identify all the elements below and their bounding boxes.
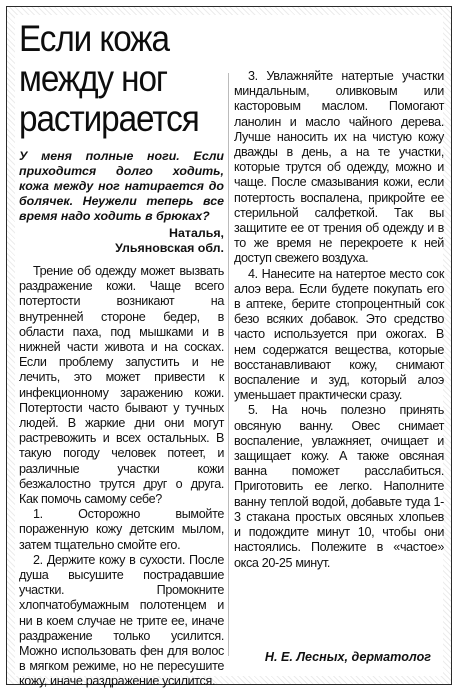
column-divider: [228, 73, 229, 656]
reader-region: Ульяновская обл.: [115, 241, 224, 255]
paragraph-tip-5: 5. На ночь полезно принять овсяную ванну. Овес снимает воспаление, увлажняет, очищает и защищает кожу. А также овсяная ванна поможет расслабиться. Приготовить ее легко. Наполните ванну теплой водой, добавьте туда 1-3 стакана простых овсяных хлопьев и подождите минут 10, чтобы они настоялись. Полежите в «частое» окса 20-25 минут.: [234, 403, 444, 570]
reader-signature: [19, 226, 224, 256]
paragraph-tip-2: 2. Держите кожу в сухости. После душа высушите пострадавшие участки. Промокните хлопчатобумажным полотенцем и ни в коем случае не трите ее, иначе раздражение только усилится. Можно использовать фен для волос в мягком режиме, но не пересушите кожу, иначе раздражение усилится.: [19, 552, 224, 689]
reader-question: У меня полные ноги. Если приходится долго ходить, кожа между ног натирается до болячек. Неужели теперь все время надо ходить в брюках?: [19, 149, 224, 223]
right-column: [234, 69, 444, 676]
paragraph-tip-3: 3. Увлажняйте натертые участки миндальным, оливковым или касторовым маслом. Помогают ланолин и масло чайного дерева. Лучше наносить их на чистую кожу дважды в день, а на те участки, которые трутся об одежду, можно и чаще. После смазывания кожи, если потертость воспалена, прикройте ее стерильной салфеткой. Так вы защитите ее от трения об одежду и в то же время не перекроете к ней доступ свежего воздуха.: [234, 69, 444, 266]
reader-name: Наталья,: [169, 226, 224, 240]
paragraph-tip-1: 1. Осторожно вымойте пораженную кожу детским мылом, затем тщательно смойте его.: [19, 507, 224, 552]
author-signature: Н. Е. Лесных, дерматолог: [264, 650, 431, 664]
paragraph-tip-4: 4. Нанесите на натертое место сок алоэ вера. Если будете покупать его в аптеке, берите стопроцентный сок безо всяких добавок. Это средство часто используется при ожогах. В нем содержатся вещества, которые восстанавливают кожу, снимают воспаление и зуд, который алоэ уменьшает практически сразу.: [234, 266, 444, 403]
paragraph-intro: Трение об одежду может вызвать раздражение кожи. Чаще всего потертости возникают на внутренней стороне бедер, в области паха, под мышками и в нижней части живота и на сосках. Если проблему запустить и не лечить, это может привести к инфекционному заражению кожи. Потертости часто бывают у тучных людей. В жаркие дни они могут растревожить и всех остальных. В такую погоду человек потеет, и различные участки кожи безжалостно трутся друг о друга. Как помочь самому себе?: [19, 264, 224, 507]
article-page: [6, 6, 452, 689]
left-column: [19, 15, 224, 689]
article-body: [15, 15, 444, 689]
headline: Если кожа между ног растирается: [19, 18, 199, 139]
